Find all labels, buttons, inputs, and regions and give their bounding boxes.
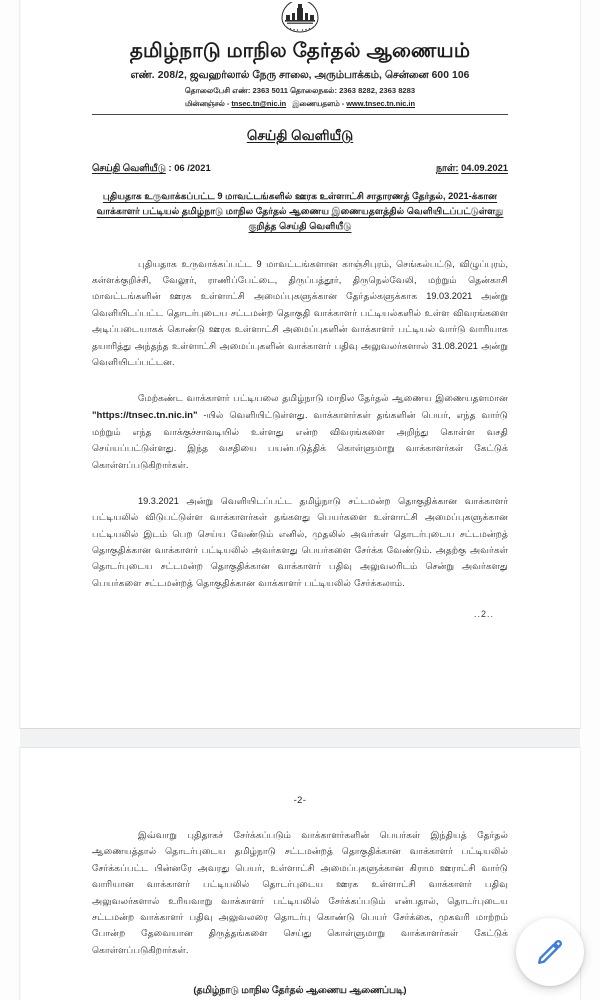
document-date [436,162,508,175]
document-subject: புதியதாக உருவாக்கப்பட்ட 9 மாவட்டங்களில் ஊரக உள்ளாட்சி சாதாரணத் தேர்தல், 2021-க்கான வாக்காளர் பட்டியல் தமிழ்நாடு மாநில தேர்தல் ஆணைய இணையதளத்தில் வெளியிடப்பட்டுள்ளது குறித்த செய்தி வெளியீடு [96,191,504,231]
emblem-container [92,0,508,38]
email-link[interactable]: tnsec.tn@nic.in [231,99,287,108]
organisation-title: தமிழ்நாடு மாநில தேர்தல் ஆணையம் [129,40,471,62]
body-paragraph-3: 19.3.2021 அன்று வெளியிடப்பட்ட தமிழ்நாடு சட்டமன்ற தொகுதிக்கான வாக்காளர் பட்டியலில் விடுபட்டுள்ள வாக்காளர்கள் தங்களது பெயர்களை உள்ளாட்சி அமைப்புகளுக்கான பட்டியலில் இடம் பெற செய்ய வேண்டும் எனில், முதலில் அவர்கள் தொடர்புடைய சட்டமன்றத் தொகுதிக்கான வாக்காளர் பட்டியலில் அவர்களது பெயர்களை சேர்க்க வேண்டும். அதற்கு அவர்கள் தொடர்புடைய சட்டமன்ற தொகுதிக்கான வாக்காளர் பதிவு அலுவலரிடம் சென்று அவர்களது பெயர்களை சட்டமன்றத் தொகுதிக்கான வாக்காளர் பட்டியலில் சேர்க்கலாம். [92,495,508,588]
organisation-phone-line: தொலைபேசி எண்: 2363 5011 தொலைநகல்: 2363 8282, 2363 8283 [184,86,416,95]
paragraph-2-text-after-url: -யில் வெளியிட்டுள்ளது. வாக்காளர்கள் தங்களின் பெயர், எந்த வார்டு மற்றும் எந்த வாக்குச்சாவடியில் உள்ளது என்ற விவரங்களை அறிந்து கொள்ள வசதி செய்யப்பட்டுள்ளது. இந்த வசதியை பயன்படுத்திக் கொள்ளுமாறு வாக்காளர்கள் கேட்டுக் கொள்ளப்படுகிறார்கள். [92,409,508,470]
page-separator [20,728,580,750]
reference-value: 06 /2021 [174,162,211,173]
tnsec-website-url[interactable]: "https://tnsec.tn.nic.in" [92,409,198,421]
document-page-1[interactable] [20,0,580,728]
folio-continuation-marker: ..2.. [473,609,494,620]
document-page-2[interactable] [20,748,580,1000]
body-paragraph-1: புதியதாக உருவாக்கப்பட்ட 9 மாவட்டங்களான காஞ்சிபுரம், செங்கல்பட்டு, விழுப்புரம், கள்ளக்குறிச்சி, வேலூர், ராணிப்பேட்டை, திருப்பத்தூர், திருநெல்வேலி, மற்றும் தென்காசி மாவட்டங்களின் ஊரக உள்ளாட்சி அமைப்புகளுக்கான தேர்தல்களுக்காக 19.03.2021 அன்று வெளியிடப்பட்ட தொடர்புடைய சட்டமன்ற தொகுதி வாக்காளர் பட்டியல்களில் உள்ள விவரங்களை அடிப்படையாகக் கொண்டு ஊரக உள்ளாட்சி அமைப்புகளின் வாக்காளர் பட்டியல் வார்டு வாரியாக தயாரித்து அந்தந்த உள்ளாட்சி அமைப்புகளின் வாக்காளர் பதிவு அலுவலர்களால் 31.08.2021 அன்று வெளியிடப்பட்டன. [92,258,508,367]
reference-separator: : [165,162,175,173]
email-label: மின்னஞ்சல் - [185,99,232,108]
masthead-divider [92,114,508,115]
signature-line: (தமிழ்நாடு மாநில தேர்தல் ஆணைய ஆணைப்படி) [193,984,407,995]
organisation-address: எண். 208/2, ஜவஹர்லால் நேரு சாலை, அரும்பாக்கம், சென்னை 600 106 [130,70,470,81]
paragraph-2-text-before-url: மேற்கண்ட வாக்காளர் பட்டியலை தமிழ்நாடு மாநில தேர்தல் ஆணைய இணையதளமான [138,393,508,404]
organisation-contact-line [92,99,508,109]
tamil-nadu-state-emblem-icon [278,2,322,36]
reference-date-row [92,162,508,175]
page2-body-paragraph: இவ்வாறு புதிதாகச் சேர்க்கப்படும் வாக்காளர்களின் பெயர்கள் இந்தியத் தேர்தல் ஆணையத்தால் தொடர்புடைய தமிழ்நாடு சட்டமன்றத் தொகுதிக்கான வாக்காளர் பட்டியலில் சேர்க்கப்பட்ட பின்னரே அவரது பெயர், உள்ளாட்சி அமைப்புகளுக்கான கிராம ஊராட்சி வார்டு வாரியான வாக்காளர் பட்டியலில் தொடர்புடைய ஊரக உள்ளாட்சி வாக்காளர் பதிவு அலுவலர்களால் உரியவாறு வாக்காளர் பட்டியலில் சேர்க்கப்படும் என்பதால், தொடர்புடைய சட்டமன்ற வாக்காளர் பதிவு அலுவலரை தொடர்பு கொண்டு பெயர் சேர்க்கை, முகவரி மாற்றம் போன்ற தேவையான திருத்தங்களை செய்து கொள்ளுமாறு வாக்காளர்கள் கேட்டுக் கொள்ளப்படுகிறார்கள். [92,830,508,955]
press-release-heading: செய்தி வெளியீடு [246,128,354,143]
edit-fab-button[interactable] [516,918,584,986]
date-value: 04.09.2021 [461,162,508,173]
body-paragraph-2 [92,390,508,473]
website-link[interactable]: www.tnsec.tn.nic.in [346,99,415,108]
page-number-label: -2- [293,794,307,805]
date-label: நாள்: [435,162,459,173]
website-label: இணையதளம் - [292,99,347,108]
reference-number [92,162,211,175]
reference-label: செய்தி வெளியீடு [92,162,166,173]
pencil-edit-icon [535,937,565,967]
